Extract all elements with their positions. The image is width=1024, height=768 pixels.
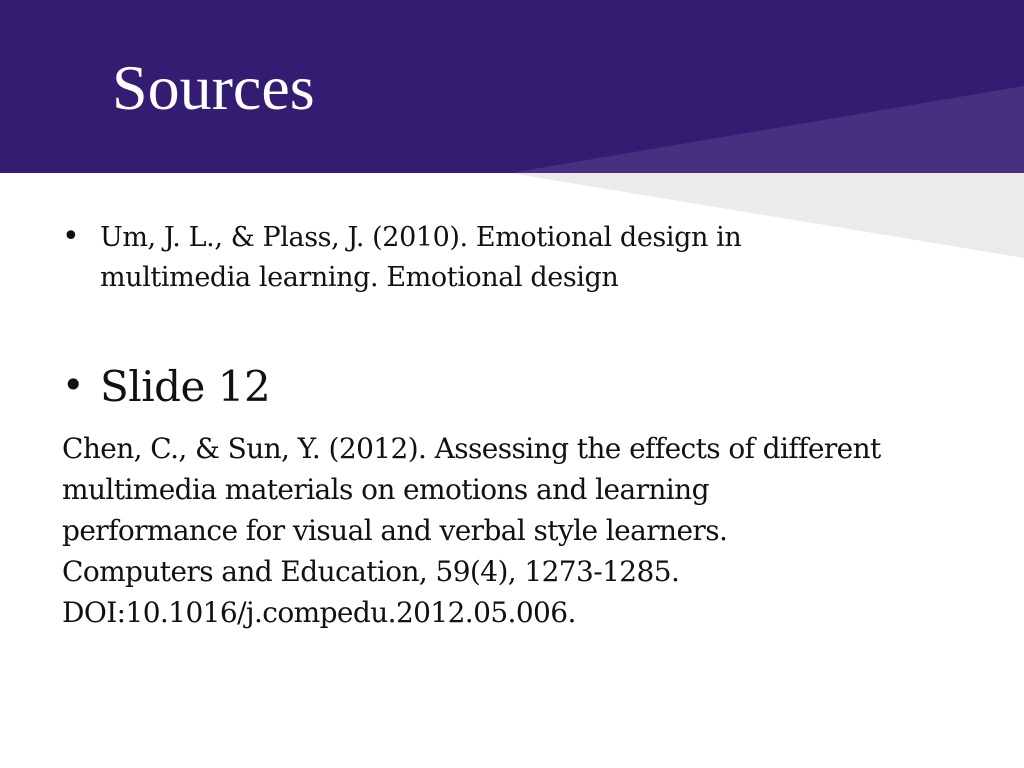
bullet-text: Um, J. L., & Plass, J. (2010). Emotional design in multimedia learning. Emotional design — [100, 222, 742, 293]
reference-line: multimedia materials on emotions and learning — [62, 473, 709, 506]
reference-line: performance for visual and verbal style learners. — [62, 514, 728, 547]
reference-paragraph — [62, 428, 1012, 633]
bullet-dot-icon: • — [62, 219, 80, 254]
bullet-text: Slide 12 — [100, 362, 271, 411]
slide-title: Sources — [112, 52, 315, 123]
reference-line: DOI:10.1016/j.compedu.2012.05.006. — [62, 596, 576, 629]
reference-line: Chen, C., & Sun, Y. (2012). Assessing the effects of different — [62, 432, 881, 465]
bullet-dot-icon: • — [62, 363, 85, 407]
bullet-item-slide-12 — [62, 360, 270, 414]
bullet-item-um-plass — [62, 218, 900, 298]
reference-line: Computers and Education, 59(4), 1273-1285. — [62, 555, 680, 588]
banner-light-stripe — [510, 86, 1024, 173]
